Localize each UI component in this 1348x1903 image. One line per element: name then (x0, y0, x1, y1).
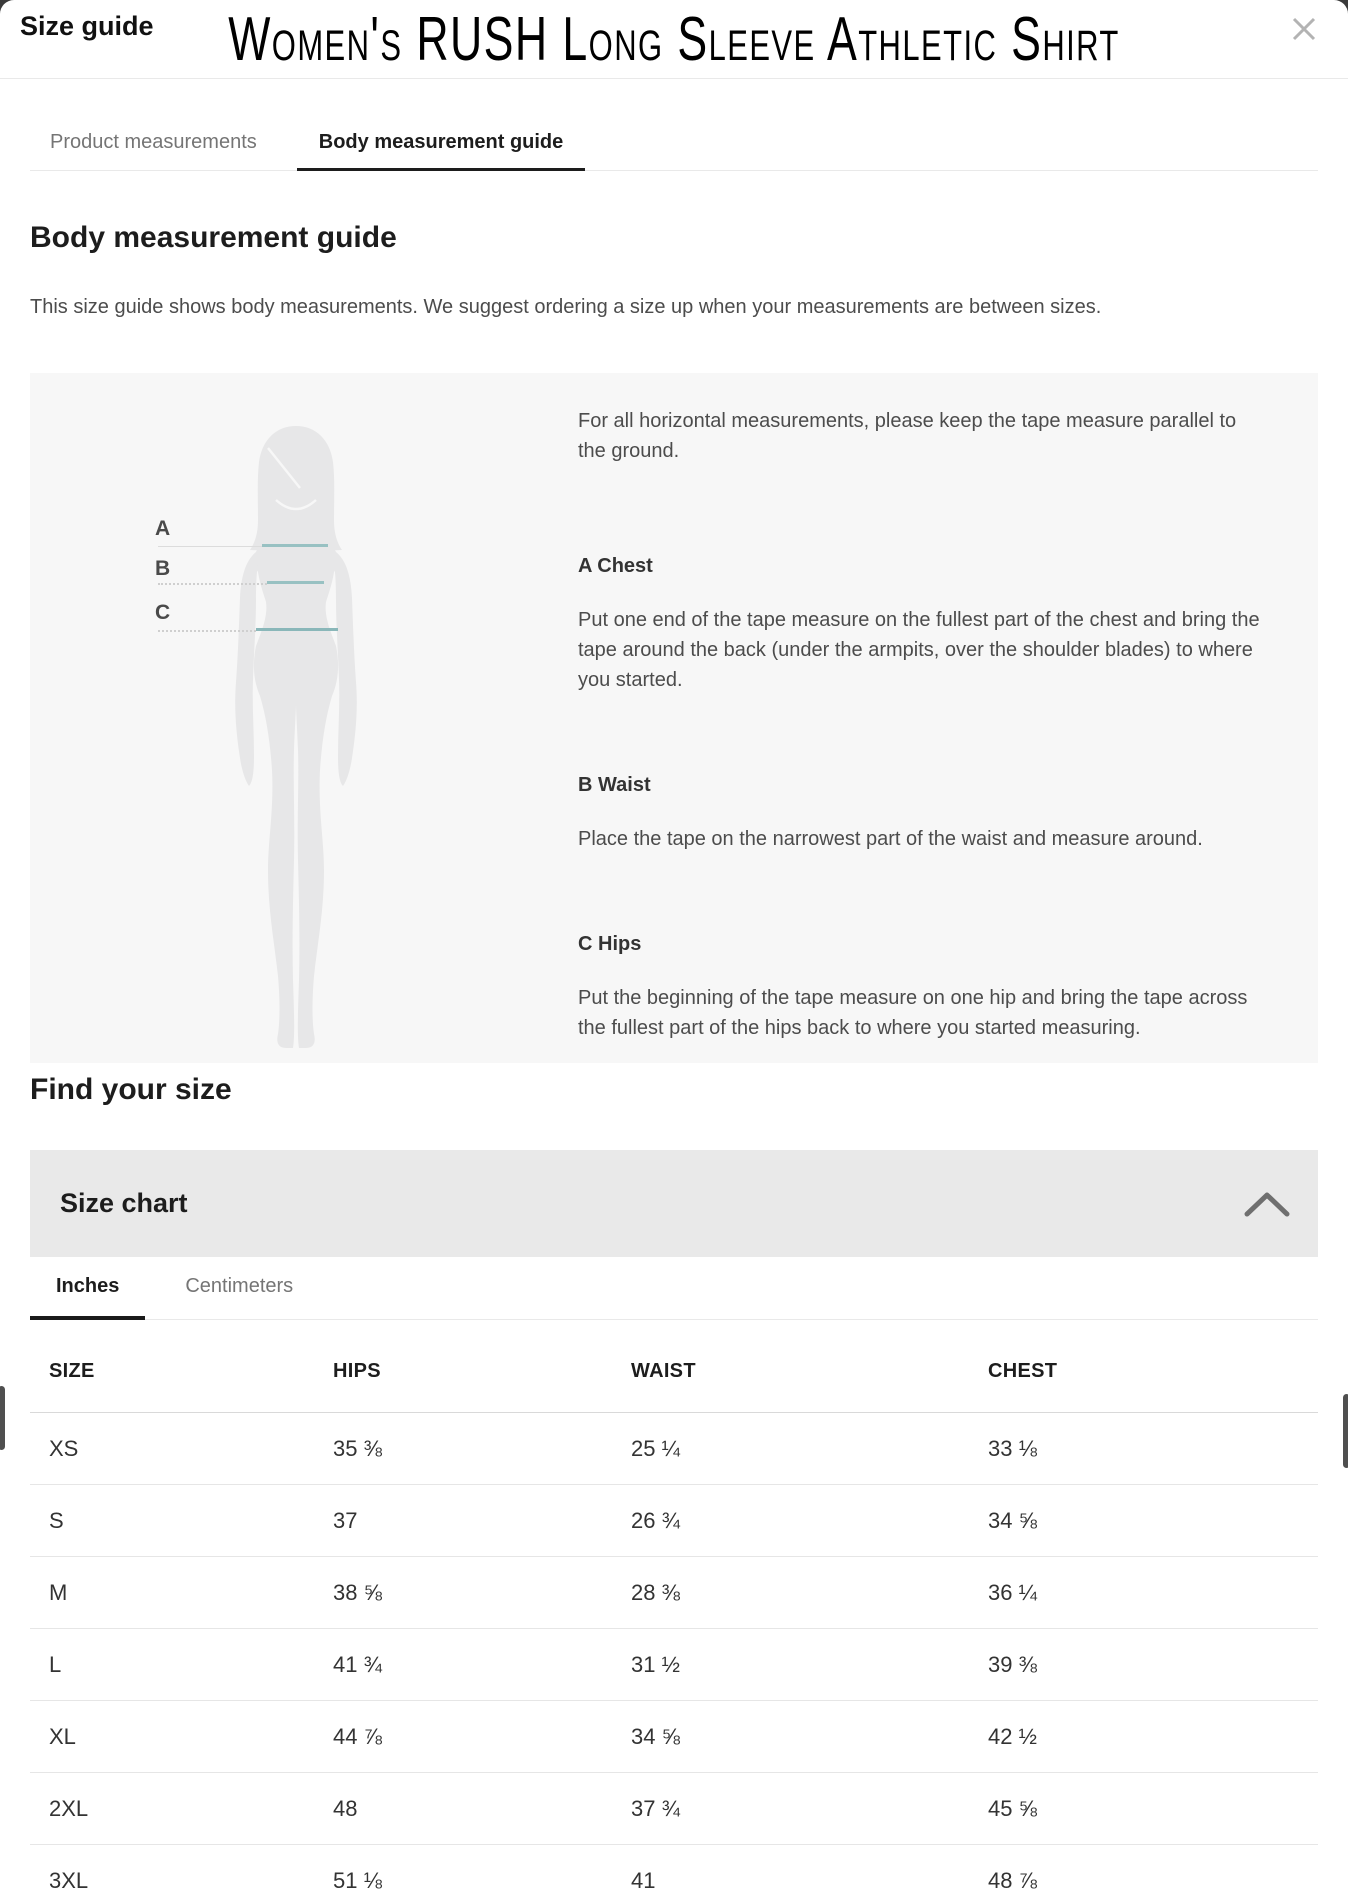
table-row (30, 1557, 1318, 1629)
cell-waist: 25 ¼ (631, 1435, 680, 1461)
cell-waist: 31 ½ (631, 1651, 680, 1677)
cell-size: XS (49, 1435, 79, 1461)
column-header-hips: HIPS (333, 1360, 381, 1382)
measurement-line-chest (262, 544, 328, 547)
cell-waist: 37 ¾ (631, 1795, 680, 1821)
cell-hips: 37 (333, 1507, 358, 1533)
cell-chest: 48 ⅞ (988, 1867, 1037, 1893)
cell-hips: 51 ⅛ (333, 1867, 382, 1893)
column-header-chest: CHEST (988, 1360, 1058, 1382)
table-row (30, 1629, 1318, 1701)
size-table-header (30, 1320, 1318, 1413)
close-button[interactable] (1290, 15, 1318, 43)
cell-hips: 38 ⅝ (333, 1579, 382, 1605)
cell-chest: 36 ¼ (988, 1579, 1037, 1605)
waist-text: Place the tape on the narrowest part of the waist and measure around. (578, 828, 1203, 850)
cell-size: 3XL (49, 1867, 89, 1893)
cell-hips: 41 ¾ (333, 1651, 382, 1677)
column-header-waist: WAIST (631, 1360, 696, 1382)
waist-heading: B Waist (578, 774, 651, 796)
modal-header (0, 0, 1348, 79)
cell-size: 2XL (49, 1795, 89, 1821)
cell-size: L (49, 1651, 62, 1677)
table-scroll-edge-left (0, 1386, 5, 1450)
hips-heading: C Hips (578, 933, 642, 955)
leader-line-a (158, 546, 262, 547)
cell-size: XL (49, 1723, 76, 1749)
cell-chest: 39 ⅜ (988, 1651, 1037, 1677)
chevron-up-icon[interactable] (1244, 1191, 1290, 1217)
measurement-line-hips (256, 628, 338, 631)
cell-size: M (49, 1579, 68, 1605)
tab-inches[interactable]: Inches (30, 1257, 145, 1319)
cell-chest: 34 ⅝ (988, 1507, 1037, 1533)
size-chart-heading: Size chart (60, 1188, 188, 1218)
tape-note: For all horizontal measurements, please keep the tape measure parallel to the ground. (578, 410, 1237, 462)
table-row (30, 1485, 1318, 1557)
cell-hips: 44 ⅞ (333, 1723, 382, 1749)
chest-heading: A Chest (578, 555, 653, 577)
measurement-label-b: B (155, 557, 171, 580)
size-table (30, 1320, 1318, 1903)
measurement-panel (30, 373, 1318, 1063)
find-your-size-heading: Find your size (30, 1073, 232, 1106)
close-icon (1290, 30, 1318, 47)
cell-chest: 45 ⅝ (988, 1795, 1037, 1821)
body-measurement-guide-heading: Body measurement guide (30, 221, 397, 254)
product-title: Women's RUSH Long Sleeve Athletic Shirt (228, 5, 1120, 74)
body-silhouette (196, 420, 396, 1060)
table-row (30, 1701, 1318, 1773)
unit-tab-bar (30, 1257, 1318, 1320)
measurement-instructions (578, 406, 1268, 1121)
tab-product-measurements[interactable]: Product measurements (50, 131, 257, 153)
table-row (30, 1845, 1318, 1903)
tab-centimeters[interactable]: Centimeters (185, 1275, 294, 1297)
tab-body-measurement-guide[interactable]: Body measurement guide (297, 79, 586, 170)
intro-text: This size guide shows body measurements. We suggest ordering a size up when your measurements are between sizes. (30, 296, 1102, 318)
measurement-label-c: C (155, 601, 171, 624)
table-row (30, 1773, 1318, 1845)
measurement-label-a: A (155, 517, 171, 540)
cell-chest: 33 ⅛ (988, 1435, 1037, 1461)
cell-hips: 48 (333, 1795, 358, 1821)
leader-line-c (158, 630, 256, 632)
cell-hips: 35 ⅜ (333, 1435, 382, 1461)
table-row (30, 1413, 1318, 1485)
size-guide-title: Size guide (20, 11, 154, 41)
leader-line-b (158, 583, 267, 585)
cell-waist: 26 ¾ (631, 1507, 680, 1533)
cell-waist: 34 ⅝ (631, 1723, 680, 1749)
main-tab-bar (30, 79, 1318, 171)
column-header-size: SIZE (49, 1360, 95, 1382)
hips-text: Put the beginning of the tape measure on one hip and bring the tape across the fullest part of the hips back to where you started measuring. (578, 987, 1248, 1039)
measurement-line-waist (267, 581, 324, 584)
chest-text: Put one end of the tape measure on the fullest part of the chest and bring the tape around the back (under the armpits, over the shoulder blades) to where you started. (578, 609, 1260, 691)
table-scroll-edge-right (1343, 1394, 1348, 1468)
cell-waist: 28 ⅜ (631, 1579, 680, 1605)
cell-chest: 42 ½ (988, 1723, 1037, 1749)
cell-waist: 41 (631, 1867, 656, 1893)
size-chart-accordion-header[interactable] (30, 1150, 1318, 1257)
cell-size: S (49, 1507, 64, 1533)
